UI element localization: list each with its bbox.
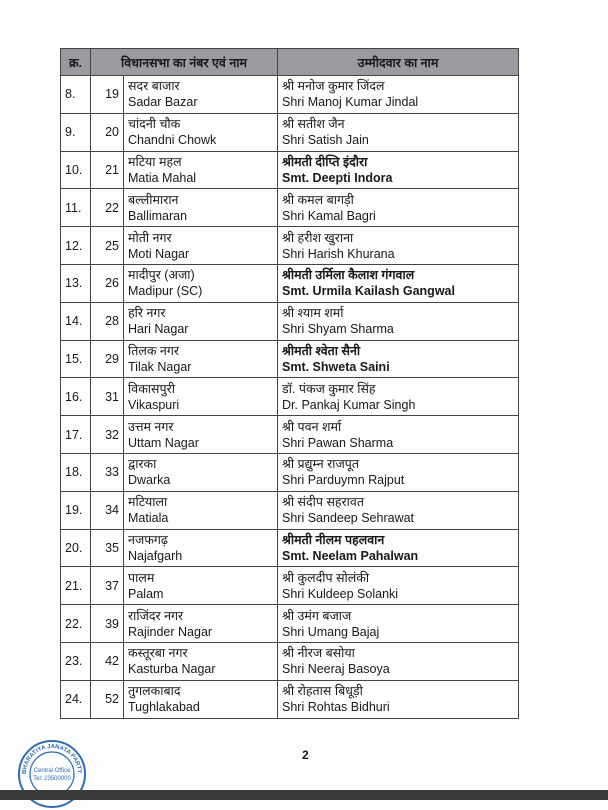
table-row (61, 416, 519, 454)
candidate-name-hindi: श्री पवन शर्मा (282, 419, 342, 434)
table-row (61, 340, 519, 378)
constituency-number: 42 (91, 642, 124, 680)
constituency-name-hindi: सदर बाजार (128, 79, 180, 94)
constituency-name (124, 264, 278, 302)
serial-number: 15. (61, 340, 91, 378)
constituency-name-english: Moti Nagar (128, 246, 190, 261)
candidate-name-english: Smt. Urmila Kailash Gangwal (282, 284, 455, 299)
constituency-name-hindi: हरि नगर (128, 306, 166, 321)
candidate-name (278, 302, 519, 340)
serial-number: 23. (61, 642, 91, 680)
candidate-name-english: Dr. Pankaj Kumar Singh (282, 397, 416, 412)
header-candidate: उम्मीदवार का नाम (278, 49, 519, 76)
candidate-name (278, 453, 519, 491)
table-row (61, 302, 519, 340)
candidate-name-english: Shri Kuldeep Solanki (282, 586, 399, 601)
serial-number: 16. (61, 378, 91, 416)
constituency-name (124, 76, 278, 114)
constituency-number: 20 (91, 113, 124, 151)
constituency-number: 52 (91, 680, 124, 718)
page-number: 2 (302, 748, 309, 762)
candidate-name-hindi: श्री नीरज बसोया (282, 646, 355, 661)
constituency-number: 37 (91, 567, 124, 605)
serial-number: 18. (61, 453, 91, 491)
constituency-name-english: Uttam Nagar (128, 435, 199, 450)
constituency-name (124, 680, 278, 718)
serial-number: 20. (61, 529, 91, 567)
constituency-number: 39 (91, 605, 124, 643)
constituency-name (124, 453, 278, 491)
table-row (61, 189, 519, 227)
constituency-name-hindi: बल्लीमारान (128, 192, 179, 207)
constituency-name-hindi: विकासपुरी (128, 381, 175, 396)
serial-number: 10. (61, 151, 91, 189)
constituency-name-hindi: मादीपुर (अजा) (128, 268, 195, 283)
constituency-name (124, 189, 278, 227)
candidate-name-hindi: श्रीमती दीप्ति इंदौरा (282, 154, 368, 169)
candidate-name (278, 340, 519, 378)
constituency-name (124, 529, 278, 567)
constituency-name (124, 642, 278, 680)
constituency-name-english: Matia Mahal (128, 170, 197, 185)
table-row (61, 76, 519, 114)
candidate-name-hindi: श्री प्रद्युम्न राजपूत (282, 457, 360, 472)
candidate-name (278, 151, 519, 189)
constituency-name-english: Chandni Chowk (128, 133, 217, 148)
candidate-name-english: Smt. Neelam Pahalwan (282, 548, 419, 563)
constituency-name (124, 378, 278, 416)
candidate-name (278, 642, 519, 680)
candidate-name (278, 76, 519, 114)
candidate-name (278, 189, 519, 227)
constituency-number: 26 (91, 264, 124, 302)
candidate-name (278, 680, 519, 718)
candidate-name-hindi: श्रीमती श्वेता सैनी (282, 343, 361, 358)
constituency-name-hindi: मटिया महल (128, 154, 182, 169)
constituency-name-hindi: तिलक नगर (128, 343, 179, 358)
candidate-name (278, 567, 519, 605)
candidate-name-english: Shri Parduymn Rajput (282, 473, 405, 488)
table-row (61, 529, 519, 567)
candidate-name-hindi: श्री कमल बागड़ी (282, 192, 354, 207)
constituency-name-english: Tughlakabad (128, 700, 200, 715)
constituency-name-english: Dwarka (128, 473, 171, 488)
candidate-name-english: Shri Satish Jain (282, 133, 369, 148)
table-row (61, 567, 519, 605)
candidate-name-hindi: श्री हरीश खुराना (282, 230, 354, 245)
candidate-name (278, 378, 519, 416)
candidate-name-english: Smt. Deepti Indora (282, 170, 393, 185)
candidate-name-english: Shri Sandeep Sehrawat (282, 511, 415, 526)
candidate-name (278, 491, 519, 529)
constituency-name-hindi: मटियाला (128, 495, 168, 510)
table-row (61, 642, 519, 680)
table-row (61, 227, 519, 265)
constituency-name-english: Hari Nagar (128, 322, 189, 337)
constituency-number: 32 (91, 416, 124, 454)
candidate-name-hindi: श्री संदीप सहरावत (282, 495, 364, 510)
constituency-number: 34 (91, 491, 124, 529)
candidate-name-hindi: श्रीमती उर्मिला कैलाश गंगवाल (282, 268, 415, 283)
serial-number: 13. (61, 264, 91, 302)
table-row (61, 453, 519, 491)
table-row (61, 378, 519, 416)
candidate-name-english: Shri Rohtas Bidhuri (282, 700, 390, 715)
table-row (61, 264, 519, 302)
candidate-table (60, 48, 519, 719)
candidate-name-english: Smt. Shweta Saini (282, 359, 390, 374)
candidate-name-english: Shri Pawan Sharma (282, 435, 394, 450)
candidate-name (278, 264, 519, 302)
candidate-name (278, 416, 519, 454)
serial-number: 12. (61, 227, 91, 265)
constituency-number: 25 (91, 227, 124, 265)
constituency-name-hindi: चांदनी चौक (128, 117, 181, 132)
constituency-name-english: Matiala (128, 511, 169, 526)
serial-number: 22. (61, 605, 91, 643)
serial-number: 8. (61, 76, 91, 114)
constituency-name (124, 605, 278, 643)
serial-number: 11. (61, 189, 91, 227)
constituency-number: 22 (91, 189, 124, 227)
serial-number: 17. (61, 416, 91, 454)
constituency-name (124, 567, 278, 605)
candidate-name (278, 605, 519, 643)
serial-number: 9. (61, 113, 91, 151)
serial-number: 14. (61, 302, 91, 340)
constituency-number: 35 (91, 529, 124, 567)
table-header (61, 49, 519, 76)
bottom-edge (0, 790, 608, 800)
constituency-number: 21 (91, 151, 124, 189)
constituency-name-english: Kasturba Nagar (128, 662, 216, 677)
serial-number: 24. (61, 680, 91, 718)
constituency-name-english: Sadar Bazar (128, 95, 198, 110)
svg-text:Central Office: Central Office (33, 768, 71, 774)
candidate-name (278, 529, 519, 567)
serial-number: 21. (61, 567, 91, 605)
table-row (61, 491, 519, 529)
constituency-number: 29 (91, 340, 124, 378)
constituency-number: 28 (91, 302, 124, 340)
constituency-name (124, 227, 278, 265)
candidate-name-english: Shri Shyam Sharma (282, 322, 394, 337)
constituency-name-english: Tilak Nagar (128, 359, 192, 374)
constituency-name-hindi: द्वारका (128, 457, 157, 472)
constituency-name (124, 151, 278, 189)
candidate-name (278, 227, 519, 265)
constituency-name-hindi: तुगलकाबाद (128, 684, 181, 699)
candidate-name-english: Shri Manoj Kumar Jindal (282, 95, 419, 110)
constituency-name-english: Vikaspuri (128, 397, 180, 412)
constituency-name (124, 416, 278, 454)
header-sno: क्र. (61, 49, 91, 76)
constituency-name-hindi: पालम (128, 570, 155, 585)
constituency-name-english: Najafgarh (128, 548, 183, 563)
table-row (61, 113, 519, 151)
constituency-name-english: Madipur (SC) (128, 284, 203, 299)
constituency-number: 33 (91, 453, 124, 491)
table-row (61, 605, 519, 643)
candidate-name-english: Shri Neeraj Basoya (282, 662, 390, 677)
constituency-name-hindi: नजफगढ़ (128, 532, 168, 547)
constituency-name (124, 302, 278, 340)
svg-text:BHARATIYA JANATA PARTY: BHARATIYA JANATA PARTY (21, 743, 83, 775)
candidate-name-english: Shri Kamal Bagri (282, 208, 376, 223)
candidate-name-hindi: श्री उमंग बजाज (282, 608, 352, 623)
candidate-name-hindi: श्री रोहतास बिधूड़ी (282, 684, 363, 699)
table-row (61, 680, 519, 718)
table-row (61, 151, 519, 189)
constituency-name-hindi: उत्तम नगर (128, 419, 174, 434)
candidate-name-hindi: डॉ. पंकज कुमार सिंह (282, 381, 376, 396)
candidate-name-hindi: श्री श्याम शर्मा (282, 306, 344, 321)
constituency-number: 19 (91, 76, 124, 114)
svg-text:Tel: 23500000: Tel: 23500000 (33, 776, 71, 782)
candidate-name (278, 113, 519, 151)
constituency-name-english: Palam (128, 586, 164, 601)
constituency-name-hindi: मोती नगर (128, 230, 172, 245)
constituency-name (124, 491, 278, 529)
constituency-number: 31 (91, 378, 124, 416)
candidate-name-hindi: श्री कुलदीप सोलंकी (282, 570, 370, 585)
header-constituency: विधानसभा का नंबर एवं नाम (91, 49, 278, 76)
candidate-name-hindi: श्री मनोज कुमार जिंदल (282, 79, 385, 94)
candidate-name-hindi: श्रीमती नीलम पहलवान (282, 532, 385, 547)
constituency-name-english: Rajinder Nagar (128, 624, 213, 639)
constituency-name-english: Ballimaran (128, 208, 188, 223)
constituency-name-hindi: कस्तूरबा नगर (128, 646, 188, 661)
candidate-name-hindi: श्री सतीश जैन (282, 117, 345, 132)
serial-number: 19. (61, 491, 91, 529)
constituency-name-hindi: राजिंदर नगर (128, 608, 184, 623)
constituency-name (124, 113, 278, 151)
constituency-name (124, 340, 278, 378)
candidate-name-english: Shri Umang Bajaj (282, 624, 380, 639)
candidate-name-english: Shri Harish Khurana (282, 246, 395, 261)
